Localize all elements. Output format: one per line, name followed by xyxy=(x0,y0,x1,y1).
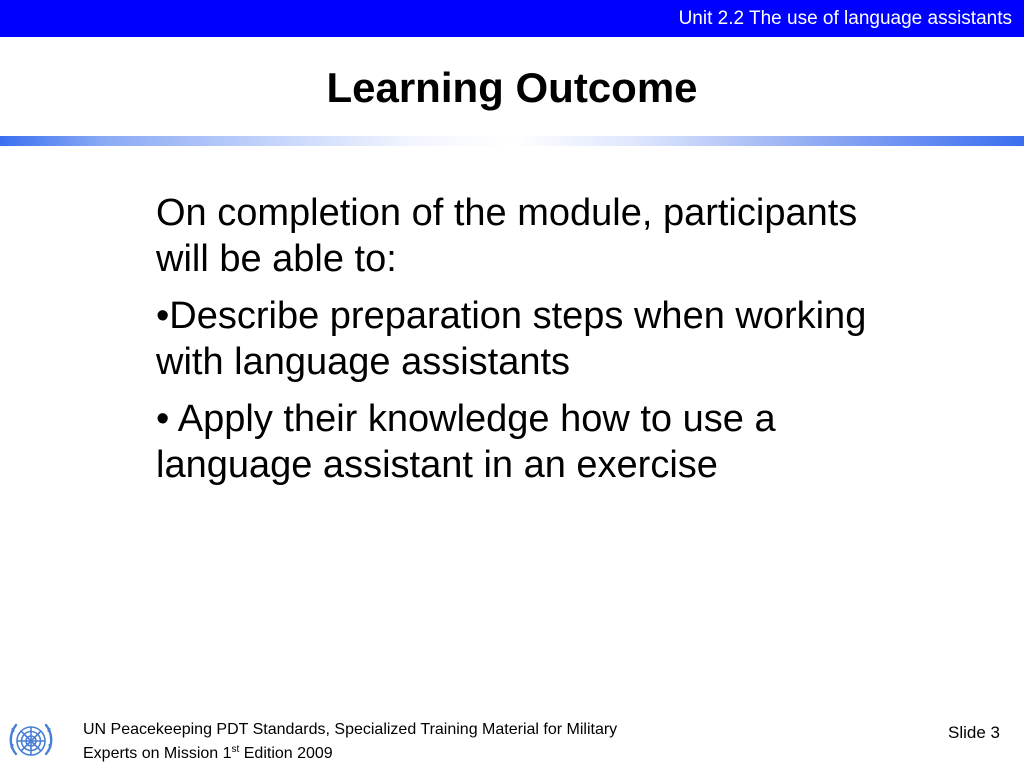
slide-title: Learning Outcome xyxy=(326,64,698,111)
title-divider xyxy=(0,136,1024,146)
header-bar xyxy=(0,0,1024,37)
bullet-item: •Describe preparation steps when working with language assistants xyxy=(156,295,867,383)
slide-body xyxy=(156,190,896,499)
un-emblem-icon xyxy=(6,716,56,766)
footer-line-2-prefix: Experts on Mission 1 xyxy=(83,745,232,762)
footer-line-2 xyxy=(83,742,617,766)
footer-citation xyxy=(83,718,617,766)
slide-number: Slide 3 xyxy=(948,723,1000,742)
intro-text: On completion of the module, participants will be able to: xyxy=(156,192,858,280)
un-emblem-graphic xyxy=(6,716,56,766)
footer-line-1: UN Peacekeeping PDT Standards, Specialized Training Material for Military xyxy=(83,721,618,738)
unit-label: Unit 2.2 The use of language assistants xyxy=(678,8,1012,29)
ordinal-suffix: st xyxy=(231,744,240,755)
bullet-item: • Apply their knowledge how to use a language assistant in an exercise xyxy=(156,398,776,486)
footer-line-2-suffix: Edition 2009 xyxy=(239,745,333,762)
